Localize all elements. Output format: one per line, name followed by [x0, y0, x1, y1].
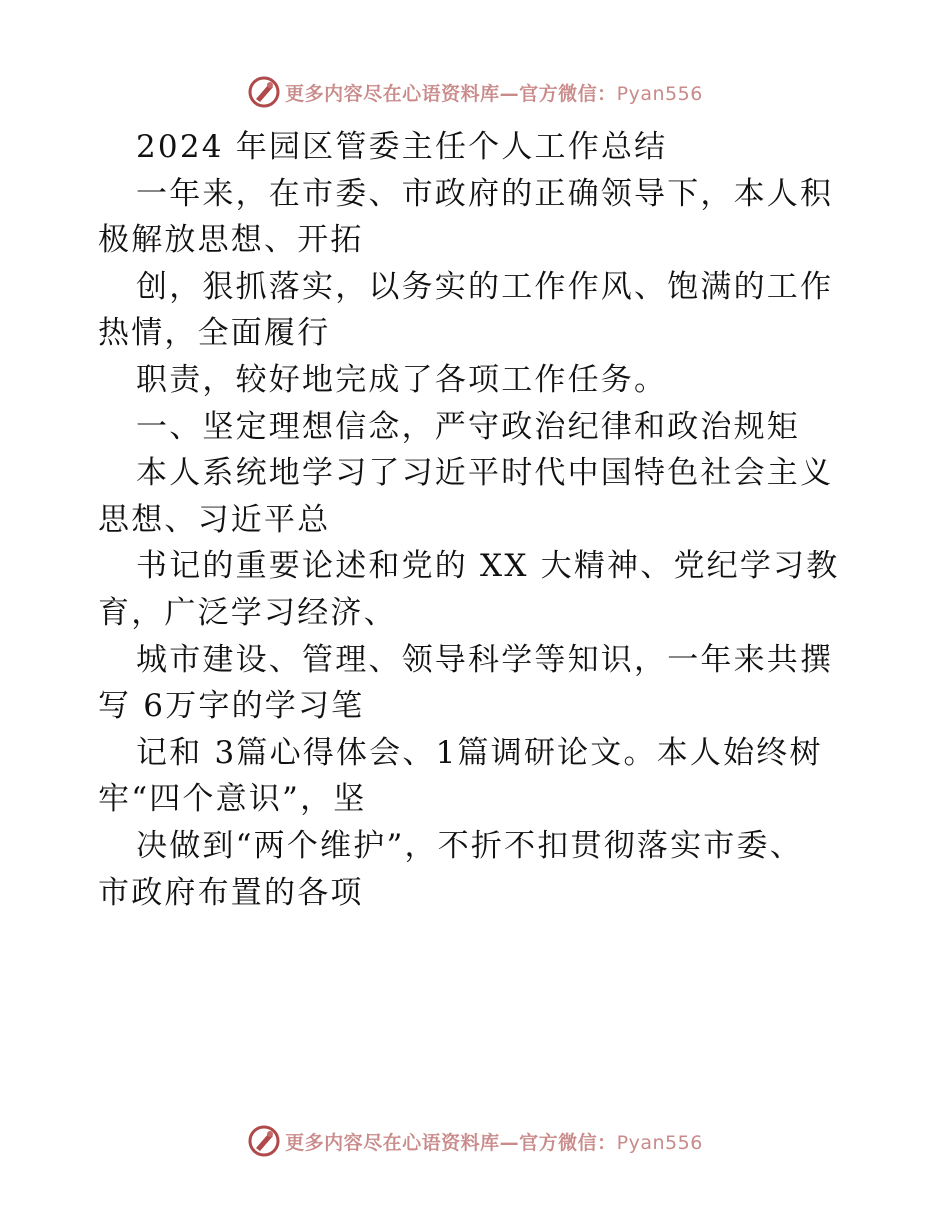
watermark-main: 更多内容尽在心语资料库—官方微信： [285, 82, 617, 105]
document-body [98, 124, 858, 916]
watermark-text [285, 1128, 703, 1155]
watermark-header [0, 72, 950, 112]
text-line: 思想、习近平总 [98, 501, 331, 538]
text-line: 写 6万字的学习笔 [98, 688, 365, 725]
text-line: 创，狠抓落实，以务实的工作作风、饱满的工作 [136, 268, 834, 305]
text-line: 育，广泛学习经济、 [98, 594, 397, 631]
text-line: 一年来，在市委、市政府的正确领导下，本人积 [136, 175, 834, 212]
text-line: 本人系统地学习了习近平时代中国特色社会主义 [136, 455, 834, 492]
section-heading: 一、坚定理想信念，严守政治纪律和政治规矩 [136, 408, 800, 445]
watermark-id: Pyan556 [616, 1131, 703, 1154]
watermark-id: Pyan556 [616, 82, 703, 105]
text-line: 市政府布置的各项 [98, 874, 364, 911]
text-line: 书记的重要论述和党的 XX 大精神、党纪学习教 [136, 548, 840, 585]
text-line: 决做到“两个维护”，不折不扣贯彻落实市委、 [136, 827, 803, 864]
watermark-footer [0, 1121, 950, 1161]
text-line: 城市建设、管理、领导科学等知识，一年来共撰 [136, 641, 834, 678]
text-line: 极解放思想、开拓 [98, 222, 364, 259]
brand-logo-icon [247, 1124, 281, 1158]
brand-logo-icon [247, 75, 281, 109]
text-line: 职责，较好地完成了各项工作任务。 [136, 361, 668, 398]
text-line: 记和 3篇心得体会、1篇调研论文。本人始终树 [136, 734, 823, 771]
document-title: 2024 年园区管委主任个人工作总结 [136, 129, 668, 165]
text-line: 牢“四个意识”，坚 [98, 781, 367, 818]
watermark-main: 更多内容尽在心语资料库—官方微信： [285, 1131, 617, 1154]
text-line: 热情，全面履行 [98, 315, 331, 352]
watermark-text [285, 79, 703, 106]
